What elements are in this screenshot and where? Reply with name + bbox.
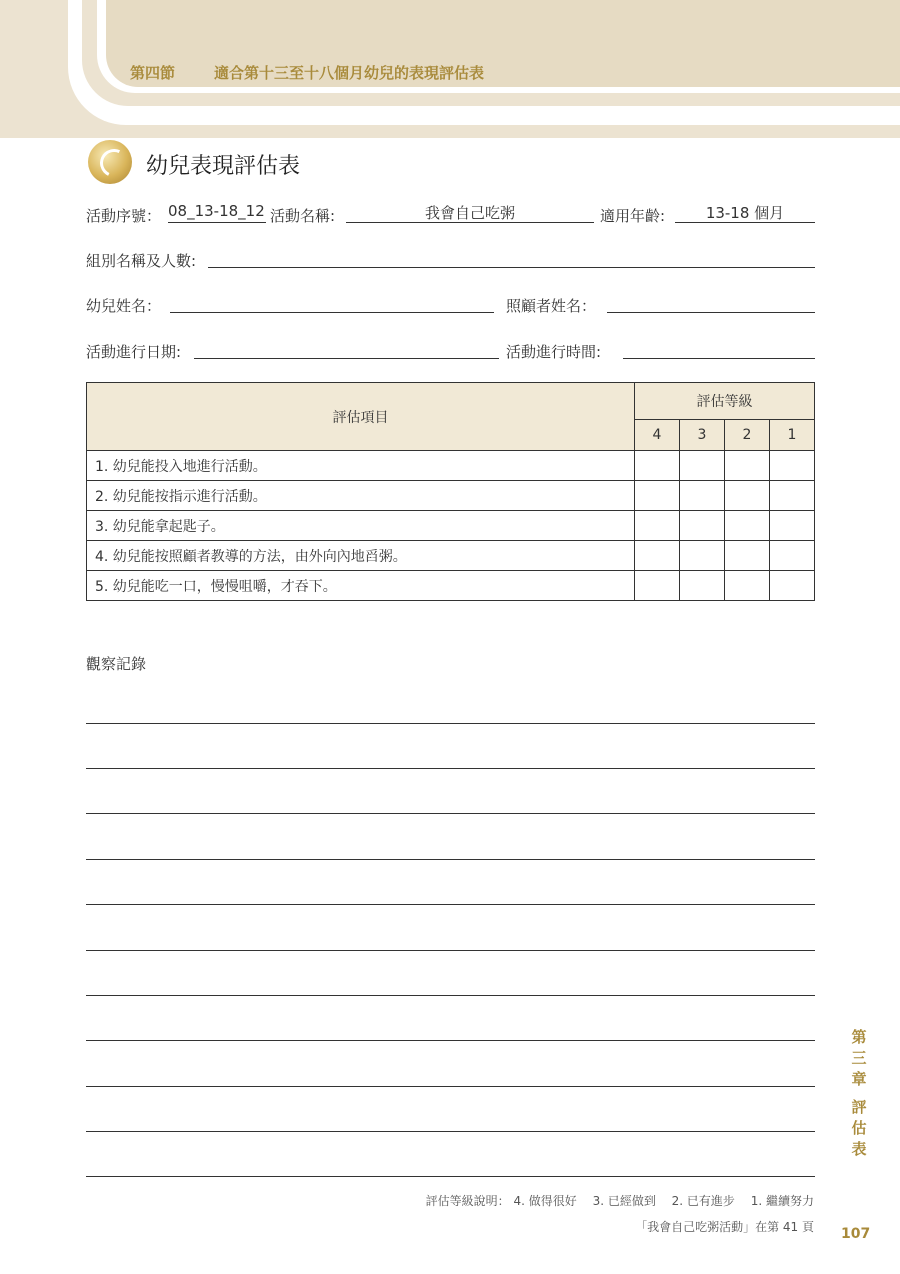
grade-4-box[interactable]: [635, 511, 680, 541]
item-text: 1. 幼兒能投入地進行活動。: [87, 451, 635, 481]
page-number: 107: [841, 1226, 871, 1242]
observation-line[interactable]: [86, 1131, 815, 1132]
observation-line[interactable]: [86, 1086, 815, 1087]
child-name-label: 幼兒姓名：: [86, 297, 162, 315]
grade-3-box[interactable]: [680, 571, 725, 601]
item-header: 評估項目: [87, 383, 635, 451]
grade-1-box[interactable]: [770, 511, 815, 541]
item-text: 3. 幼兒能拿起匙子。: [87, 511, 635, 541]
grade-1-box[interactable]: [770, 541, 815, 571]
observation-label: 觀察記錄: [86, 655, 147, 673]
grade-4-box[interactable]: [635, 481, 680, 511]
activity-no-field[interactable]: 08_13-18_12: [168, 202, 266, 223]
group-field[interactable]: [208, 247, 815, 268]
date-field[interactable]: [194, 338, 499, 359]
observation-line[interactable]: [86, 995, 815, 996]
caregiver-name-label: 照顧者姓名：: [506, 297, 597, 315]
observation-line[interactable]: [86, 950, 815, 951]
table-row: [87, 511, 815, 541]
observation-line[interactable]: [86, 768, 815, 769]
grade-3-box[interactable]: [680, 451, 725, 481]
grade-3-box[interactable]: [680, 541, 725, 571]
activity-no-label: 活動序號：: [86, 207, 162, 225]
activity-name-label: 活動名稱:: [270, 207, 336, 225]
grade-1-box[interactable]: [770, 481, 815, 511]
group-label: 組別名稱及人數:: [86, 252, 197, 270]
time-label: 活動進行時間:: [506, 343, 602, 361]
grade-3-box[interactable]: [680, 511, 725, 541]
grade-2-box[interactable]: [725, 541, 770, 571]
item-text: 4. 幼兒能按照顧者教導的方法，由外向內地舀粥。: [87, 541, 635, 571]
grade-2-box[interactable]: [725, 571, 770, 601]
grade-2-box[interactable]: [725, 511, 770, 541]
table-row: [87, 571, 815, 601]
evaluation-table: [86, 382, 815, 601]
grade-1-box[interactable]: [770, 571, 815, 601]
chapter-side-label: 第三章: [851, 1028, 867, 1088]
swirl-logo-icon: [88, 140, 132, 184]
table-row: [87, 451, 815, 481]
grade-header: 評估等級: [635, 383, 815, 420]
grade-legend: 評估等級說明： 4. 做得很好 3. 已經做到 2. 已有進步 1. 繼續努力: [425, 1194, 814, 1208]
age-field[interactable]: 13-18 個月: [675, 202, 815, 223]
observation-line[interactable]: [86, 1040, 815, 1041]
age-label: 適用年齡:: [600, 207, 666, 225]
grade-4-box[interactable]: [635, 571, 680, 601]
grade-1-box[interactable]: [770, 451, 815, 481]
item-text: 5. 幼兒能吃一口，慢慢咀嚼，才吞下。: [87, 571, 635, 601]
child-name-field[interactable]: [170, 292, 494, 313]
grade-2-box[interactable]: [725, 451, 770, 481]
section-label: 第四節: [130, 64, 176, 82]
section-title: 適合第十三至十八個月幼兒的表現評估表: [214, 64, 485, 82]
grade-3-box[interactable]: [680, 481, 725, 511]
form-title: 幼兒表現評估表: [146, 154, 301, 179]
grade-3-header: 3: [680, 420, 725, 451]
time-field[interactable]: [623, 338, 815, 359]
observation-line[interactable]: [86, 813, 815, 814]
grade-4-header: 4: [635, 420, 680, 451]
date-label: 活動進行日期:: [86, 343, 182, 361]
page-reference: 「我會自己吃粥活動」在第 41 頁: [635, 1220, 814, 1234]
activity-name-field[interactable]: 我會自己吃粥: [346, 202, 594, 223]
item-text: 2. 幼兒能按指示進行活動。: [87, 481, 635, 511]
observation-line[interactable]: [86, 1176, 815, 1177]
chapter-name-side-label: 評估表: [851, 1098, 867, 1158]
table-row: [87, 481, 815, 511]
observation-line[interactable]: [86, 723, 815, 724]
observation-line[interactable]: [86, 904, 815, 905]
table-row: [87, 541, 815, 571]
grade-4-box[interactable]: [635, 541, 680, 571]
grade-2-header: 2: [725, 420, 770, 451]
caregiver-name-field[interactable]: [607, 292, 815, 313]
grade-4-box[interactable]: [635, 451, 680, 481]
grade-1-header: 1: [770, 420, 815, 451]
grade-2-box[interactable]: [725, 481, 770, 511]
observation-line[interactable]: [86, 859, 815, 860]
